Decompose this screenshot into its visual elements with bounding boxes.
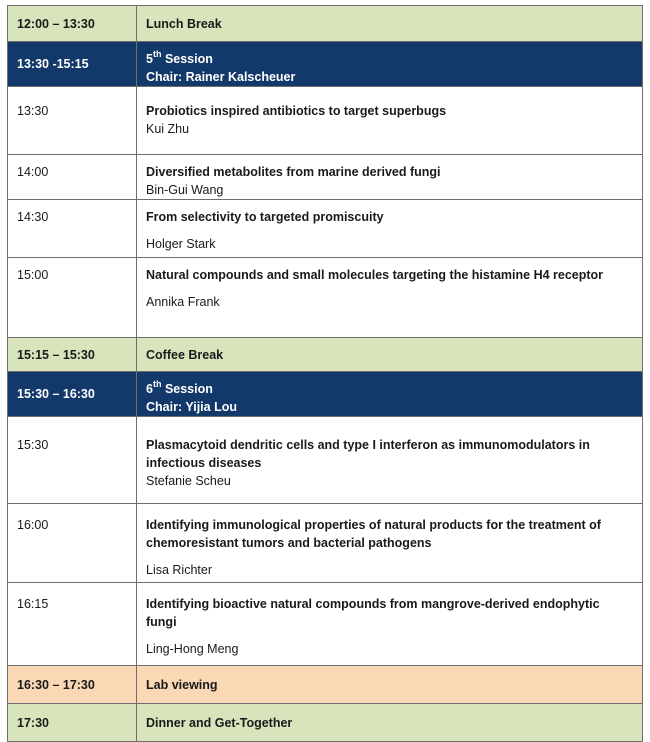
- session-number: 6: [146, 382, 153, 396]
- talk-info: [137, 155, 643, 200]
- talk-row: [8, 417, 643, 504]
- time-cell: 15:30: [8, 417, 137, 504]
- talk-speaker: Stefanie Scheu: [146, 474, 231, 488]
- time-cell: 13:30: [8, 87, 137, 155]
- talk-title: From selectivity to targeted promiscuity: [146, 210, 384, 224]
- talk-title: Natural compounds and small molecules targeting the histamine H4 receptor: [146, 268, 604, 282]
- time-cell: 16:00: [8, 504, 137, 583]
- break-label: Lunch Break: [137, 6, 643, 42]
- session-word: Session: [164, 382, 213, 396]
- talk-row: [8, 155, 643, 200]
- talk-title: Diversified metabolites from marine derived fungi: [146, 165, 441, 179]
- talk-info: [137, 258, 643, 338]
- talk-speaker: Bin-Gui Wang: [146, 183, 224, 197]
- session-suffix: th: [152, 48, 162, 59]
- talk-info: [137, 417, 643, 504]
- talk-row: [8, 200, 643, 258]
- session-number: 5: [146, 52, 153, 66]
- talk-speaker: Lisa Richter: [146, 563, 212, 577]
- talk-row: [8, 583, 643, 666]
- talk-info: [137, 87, 643, 155]
- talk-speaker: Holger Stark: [146, 237, 216, 251]
- lab-label: Lab viewing: [137, 666, 643, 704]
- talk-speaker: Ling-Hong Meng: [146, 642, 239, 656]
- talk-row: [8, 504, 643, 583]
- time-cell: 14:00: [8, 155, 137, 200]
- session-row: [8, 372, 643, 417]
- time-cell: 16:15: [8, 583, 137, 666]
- time-cell: 13:30 -15:15: [8, 42, 137, 87]
- session-heading: [146, 50, 633, 68]
- break-label: Dinner and Get-Together: [137, 704, 643, 742]
- lab-row: [8, 666, 643, 704]
- talk-info: [137, 583, 643, 666]
- session-info: [137, 372, 643, 417]
- session-row: [8, 42, 643, 87]
- talk-info: [137, 200, 643, 258]
- talk-title: Probiotics inspired antibiotics to target superbugs: [146, 104, 447, 118]
- talk-title: Plasmacytoid dendritic cells and type I interferon as immunomodulators in infectious diseases: [146, 438, 590, 470]
- session-suffix: th: [152, 378, 162, 389]
- talk-speaker: Annika Frank: [146, 295, 220, 309]
- time-cell: 17:30: [8, 704, 137, 742]
- break-row: [8, 338, 643, 372]
- talk-title: Identifying immunological properties of natural products for the treatment of chemoresistant tumors and bacterial pathogens: [146, 518, 601, 550]
- time-cell: 14:30: [8, 200, 137, 258]
- talk-row: [8, 87, 643, 155]
- session-word: Session: [164, 52, 213, 66]
- time-cell: 15:30 – 16:30: [8, 372, 137, 417]
- break-label: Coffee Break: [137, 338, 643, 372]
- break-row: [8, 6, 643, 42]
- time-cell: 16:30 – 17:30: [8, 666, 137, 704]
- time-cell: 15:00: [8, 258, 137, 338]
- talk-speaker: Kui Zhu: [146, 122, 190, 136]
- break-row: [8, 704, 643, 742]
- session-chair: Chair: Rainer Kalscheuer: [146, 70, 296, 84]
- time-cell: 15:15 – 15:30: [8, 338, 137, 372]
- time-cell: 12:00 – 13:30: [8, 6, 137, 42]
- session-chair: Chair: Yijia Lou: [146, 400, 237, 414]
- session-heading: [146, 380, 633, 398]
- schedule-table: [7, 5, 643, 742]
- session-info: [137, 42, 643, 87]
- talk-title: Identifying bioactive natural compounds from mangrove-derived endophytic fungi: [146, 597, 600, 629]
- talk-info: [137, 504, 643, 583]
- talk-row: [8, 258, 643, 338]
